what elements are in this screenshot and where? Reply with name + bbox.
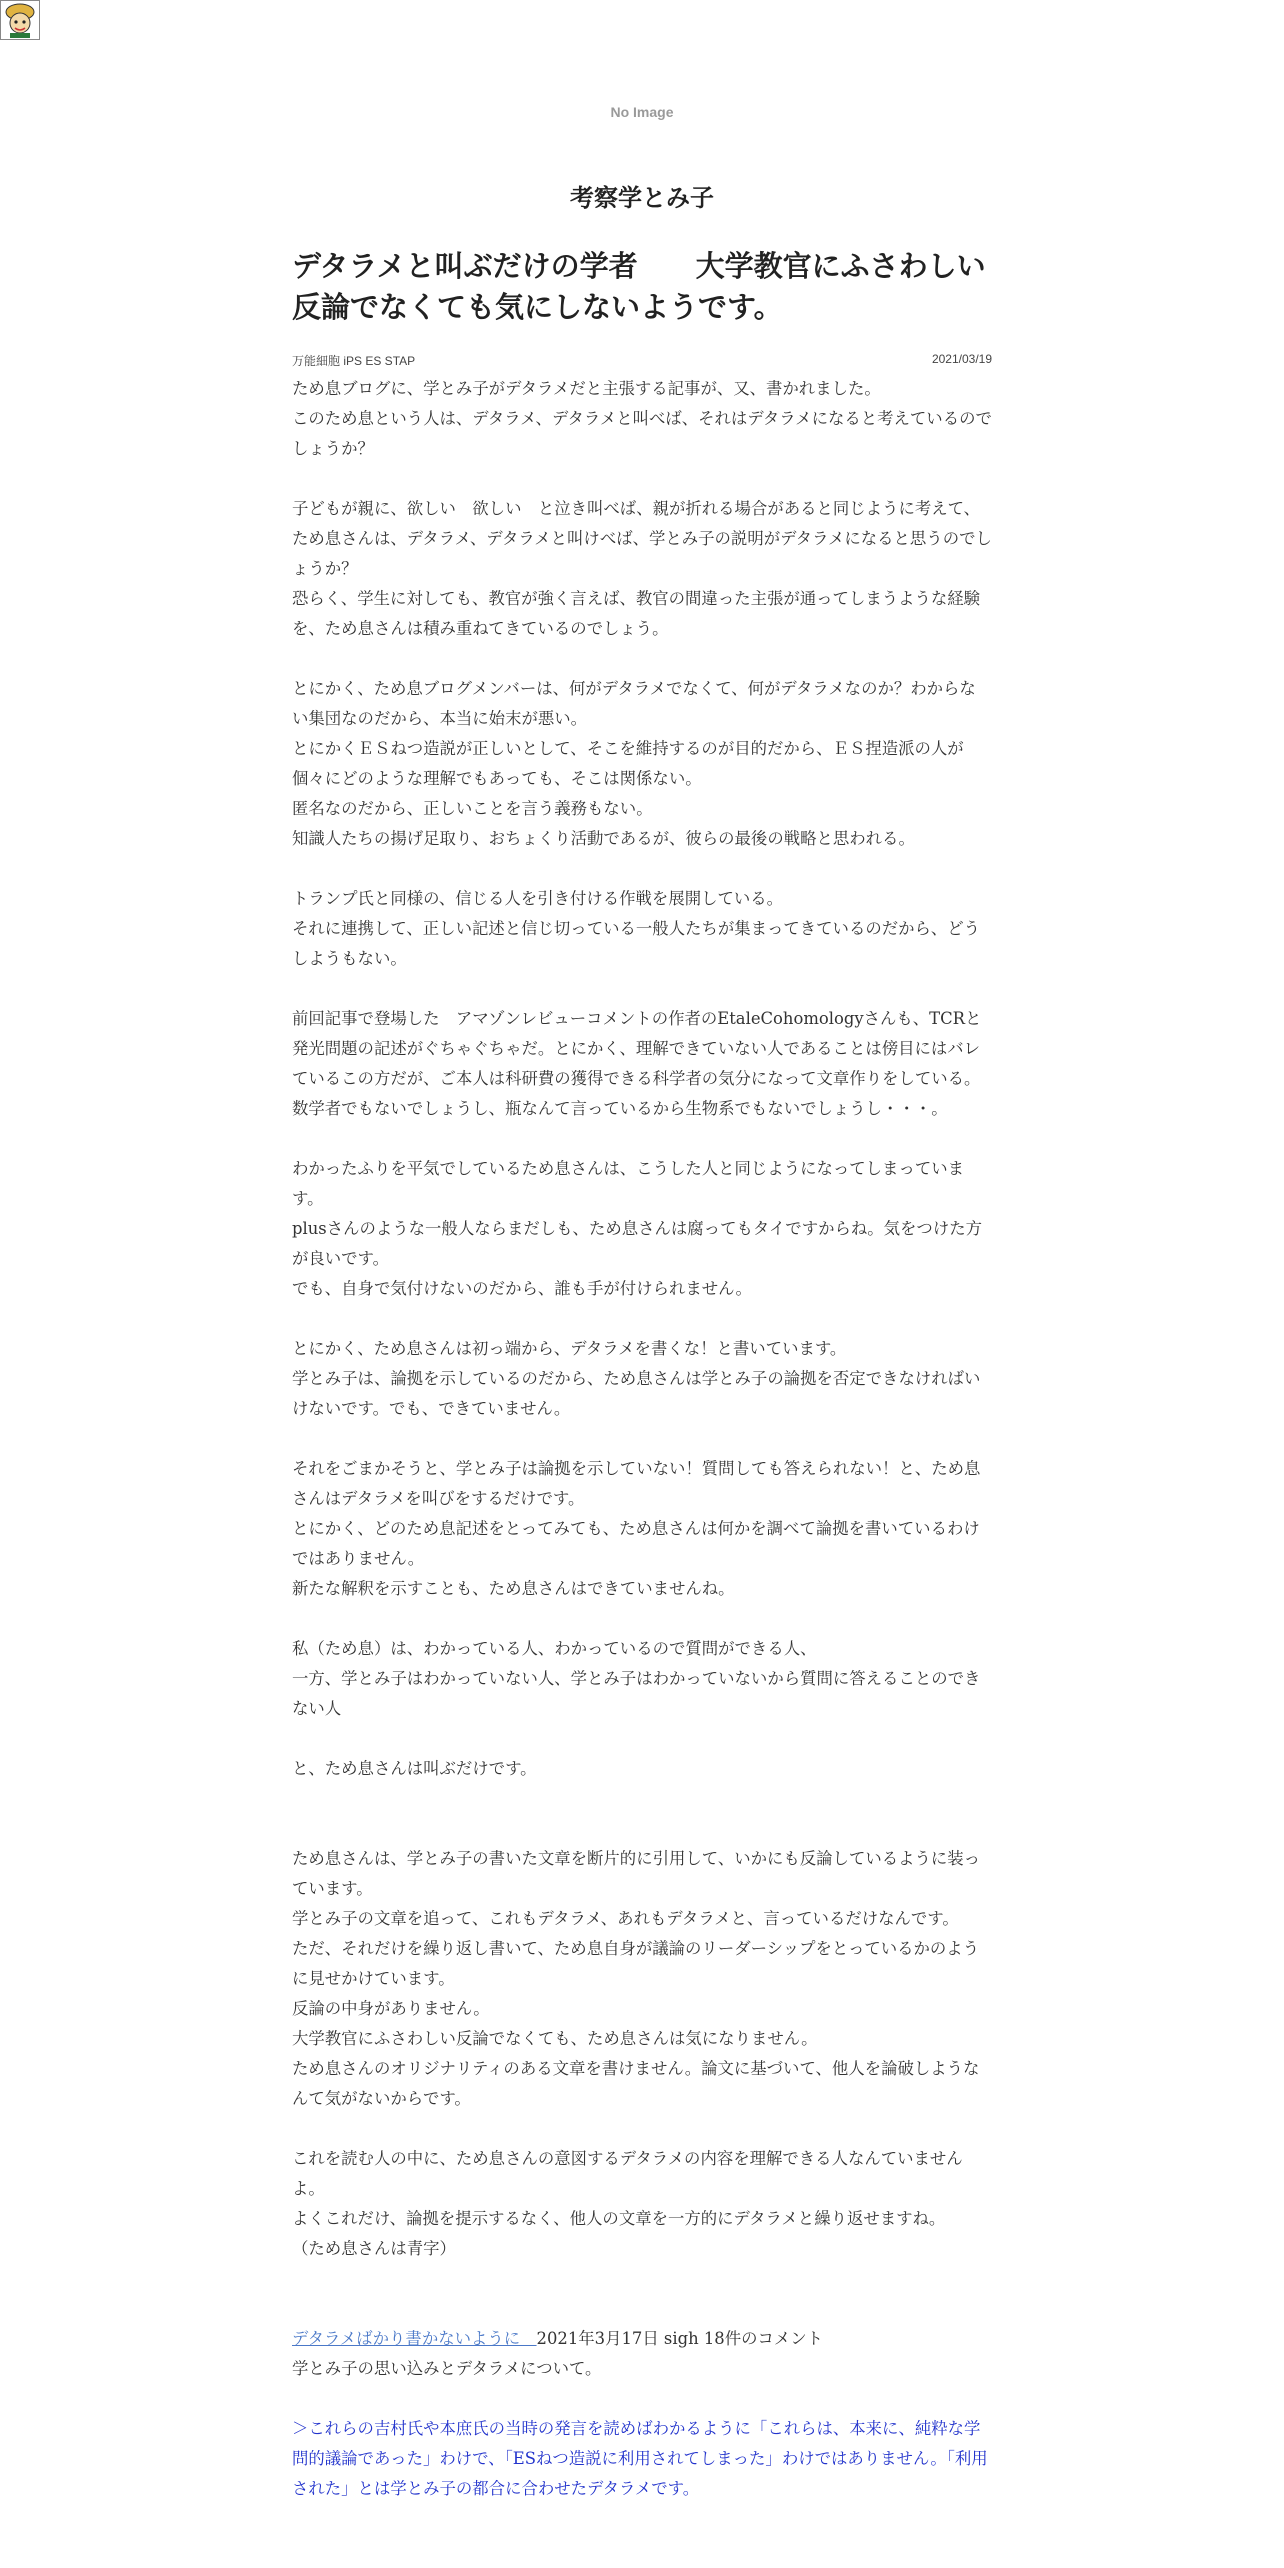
reference-line [292, 2324, 992, 2354]
avatar[interactable] [0, 0, 40, 40]
paragraph-line: とにかく、ため息ブログメンバーは、何がデタラメでなくて、何がデタラメなのか？わからない集団なのだから、本当に始末が悪い。 [292, 679, 976, 728]
paragraph-line: 匿名なのだから、正しいことを言う義務もない。 [292, 799, 653, 818]
blog-title[interactable]: 考察学とみ子 [570, 183, 714, 212]
paragraph-line: トランプ氏と同様の、信じる人を引き付ける作戦を展開している。 [292, 889, 784, 908]
paragraph-line: 大学教官にふさわしい反論でなくても、ため息さんは気になりません。 [292, 2029, 818, 2048]
paragraph-line: でも、自身で気付けないのだから、誰も手が付けられません。 [292, 1279, 752, 1298]
article [292, 246, 992, 2504]
quoted-text: ＞これらの吉村氏や本庶氏の当時の発言を読めばわかるように「これらは、本来に、純粋な学問的議論であった」わけで、「ESねつ造説に利用されてしまった」わけではありません。「利用された」とは学とみ子の都合に合わせたデタラメです。 [292, 2419, 988, 2498]
paragraph-line: それに連携して、正しい記述と信じ切っている一般人たちが集まってきているのだから、どうしようもない。 [292, 919, 981, 968]
paragraph-line: plusさんのような一般人ならまだしも、ため息さんは腐ってもタイですからね。気をつけた方が良いです。 [292, 1219, 982, 1268]
post-body [292, 374, 992, 2504]
post-paragraphs-b [292, 1844, 992, 2264]
paragraph-line: 新たな解釈を示すことも、ため息さんはできていませんね。 [292, 1579, 735, 1598]
reference-meta: 2021年3月17日 sigh 18件のコメント [536, 2329, 824, 2348]
post-meta [292, 352, 992, 370]
post-title[interactable]: デタラメと叫ぶだけの学者 大学教官にふさわしい反論でなくても気にしないようです。 [292, 249, 986, 324]
reference-link[interactable]: デタラメばかり書かないように [292, 2329, 537, 2348]
paragraph-line: 反論の中身がありません。 [292, 1999, 490, 2018]
paragraph-line: 子どもが親に、欲しい 欲しい と泣き叫べば、親が折れる場合があると同じように考えて、ため息さんは、デタラメ、デタラメと叫けべば、学とみ子の説明がデタラメになると思うのでしょうか？ [292, 499, 992, 578]
paragraph-line: と、ため息さんは叫ぶだけです。 [292, 1759, 537, 1778]
paragraph-line: ため息さんのオリジナリティのある文章を書けません。論文に基づいて、他人を論破しようなんて気がないからです。 [292, 2059, 980, 2108]
paragraph-line: 学とみ子の文章を追って、これもデタラメ、あれもデタラメと、言っているだけなんです。 [292, 1909, 959, 1928]
paragraph-line: 知識人たちの揚げ足取り、おちょくり活動であるが、彼らの最後の戦略と思われる。 [292, 829, 915, 848]
cartoon-face-icon [1, 1, 39, 39]
paragraph-line: とにかく、ため息さんは初っ端から、デタラメを書くな！と書いています。 [292, 1339, 847, 1358]
paragraph-line: とにかくＥＳねつ造説が正しいとして、そこを維持するのが目的だから、ＥＳ捏造派の人が個々にどのような理解でもあっても、そこは関係ない。 [292, 739, 964, 788]
paragraph-line: これを読む人の中に、ため息さんの意図するデタラメの内容を理解できる人なんていませんよ。 [292, 2149, 963, 2198]
post-date: 2021/03/19 [931, 352, 992, 366]
paragraph-line: とにかく、どのため息記述をとってみても、ため息さんは何かを調べて論拠を書いているわけではありません。 [292, 1519, 980, 1568]
paragraph-line: 恐らく、学生に対しても、教官が強く言えば、教官の間違った主張が通ってしまうような経験を、ため息さんは積み重ねてきているのでしょう。 [292, 589, 981, 638]
paragraph-line: わかったふりを平気でしているため息さんは、こうした人と同じようになってしまっています。 [292, 1159, 965, 1208]
paragraph-line: よくこれだけ、論拠を提示するなく、他人の文章を一方的にデタラメと繰り返せますね。 [292, 2209, 946, 2228]
paragraph-line: このため息という人は、デタラメ、デタラメと叫べば、それはデタラメになると考えているのでしょうか？ [292, 409, 992, 458]
paragraph-line: （ため息さんは青字） [292, 2239, 456, 2258]
paragraph-line: 私（ため息）は、わかっている人、わかっているので質問ができる人、 [292, 1639, 817, 1658]
post-category[interactable]: 万能細胞 iPS ES STAP [292, 354, 416, 368]
paragraph-line: ため息ブログに、学とみ子がデタラメだと主張する記事が、又、書かれました。 [292, 379, 881, 398]
paragraph-line: それをごまかそうと、学とみ子は論拠を示していない！質問しても答えられない！と、ため息さんはデタラメを叫びをするだけです。 [292, 1459, 981, 1508]
paragraph-line: ため息さんは、学とみ子の書いた文章を断片的に引用して、いかにも反論しているように装っています。 [292, 1849, 981, 1898]
paragraph-line: 学とみ子は、論拠を示しているのだから、ため息さんは学とみ子の論拠を否定できなければいけないです。でも、できていません。 [292, 1369, 981, 1418]
reference-subtitle: 学とみ子の思い込みとデタラメについて。 [292, 2359, 602, 2378]
post-paragraphs-a [292, 374, 992, 1784]
paragraph-line: 前回記事で登場した アマゾンレビューコメントの作者のEtaleCohomologyさんも、TCRと発光問題の記述がぐちゃぐちゃだ。とにかく、理解できていない人であることは傍目にはバレているこの方だが、ご本人は科研費の獲得できる科学者の気分になって文章作りをしている。数学者でもないでしょうし、瓶なんて言っているから生物系でもないでしょうし・・・。 [292, 1009, 982, 1118]
no-image-placeholder: No Image [610, 104, 674, 120]
paragraph-line: ただ、それだけを繰り返し書いて、ため息自身が議論のリーダーシップをとっているかのように見せかけています。 [292, 1939, 980, 1988]
paragraph-line: 一方、学とみ子はわかっていない人、学とみ子はわかっていないから質問に答えることのできない人 [292, 1669, 981, 1718]
